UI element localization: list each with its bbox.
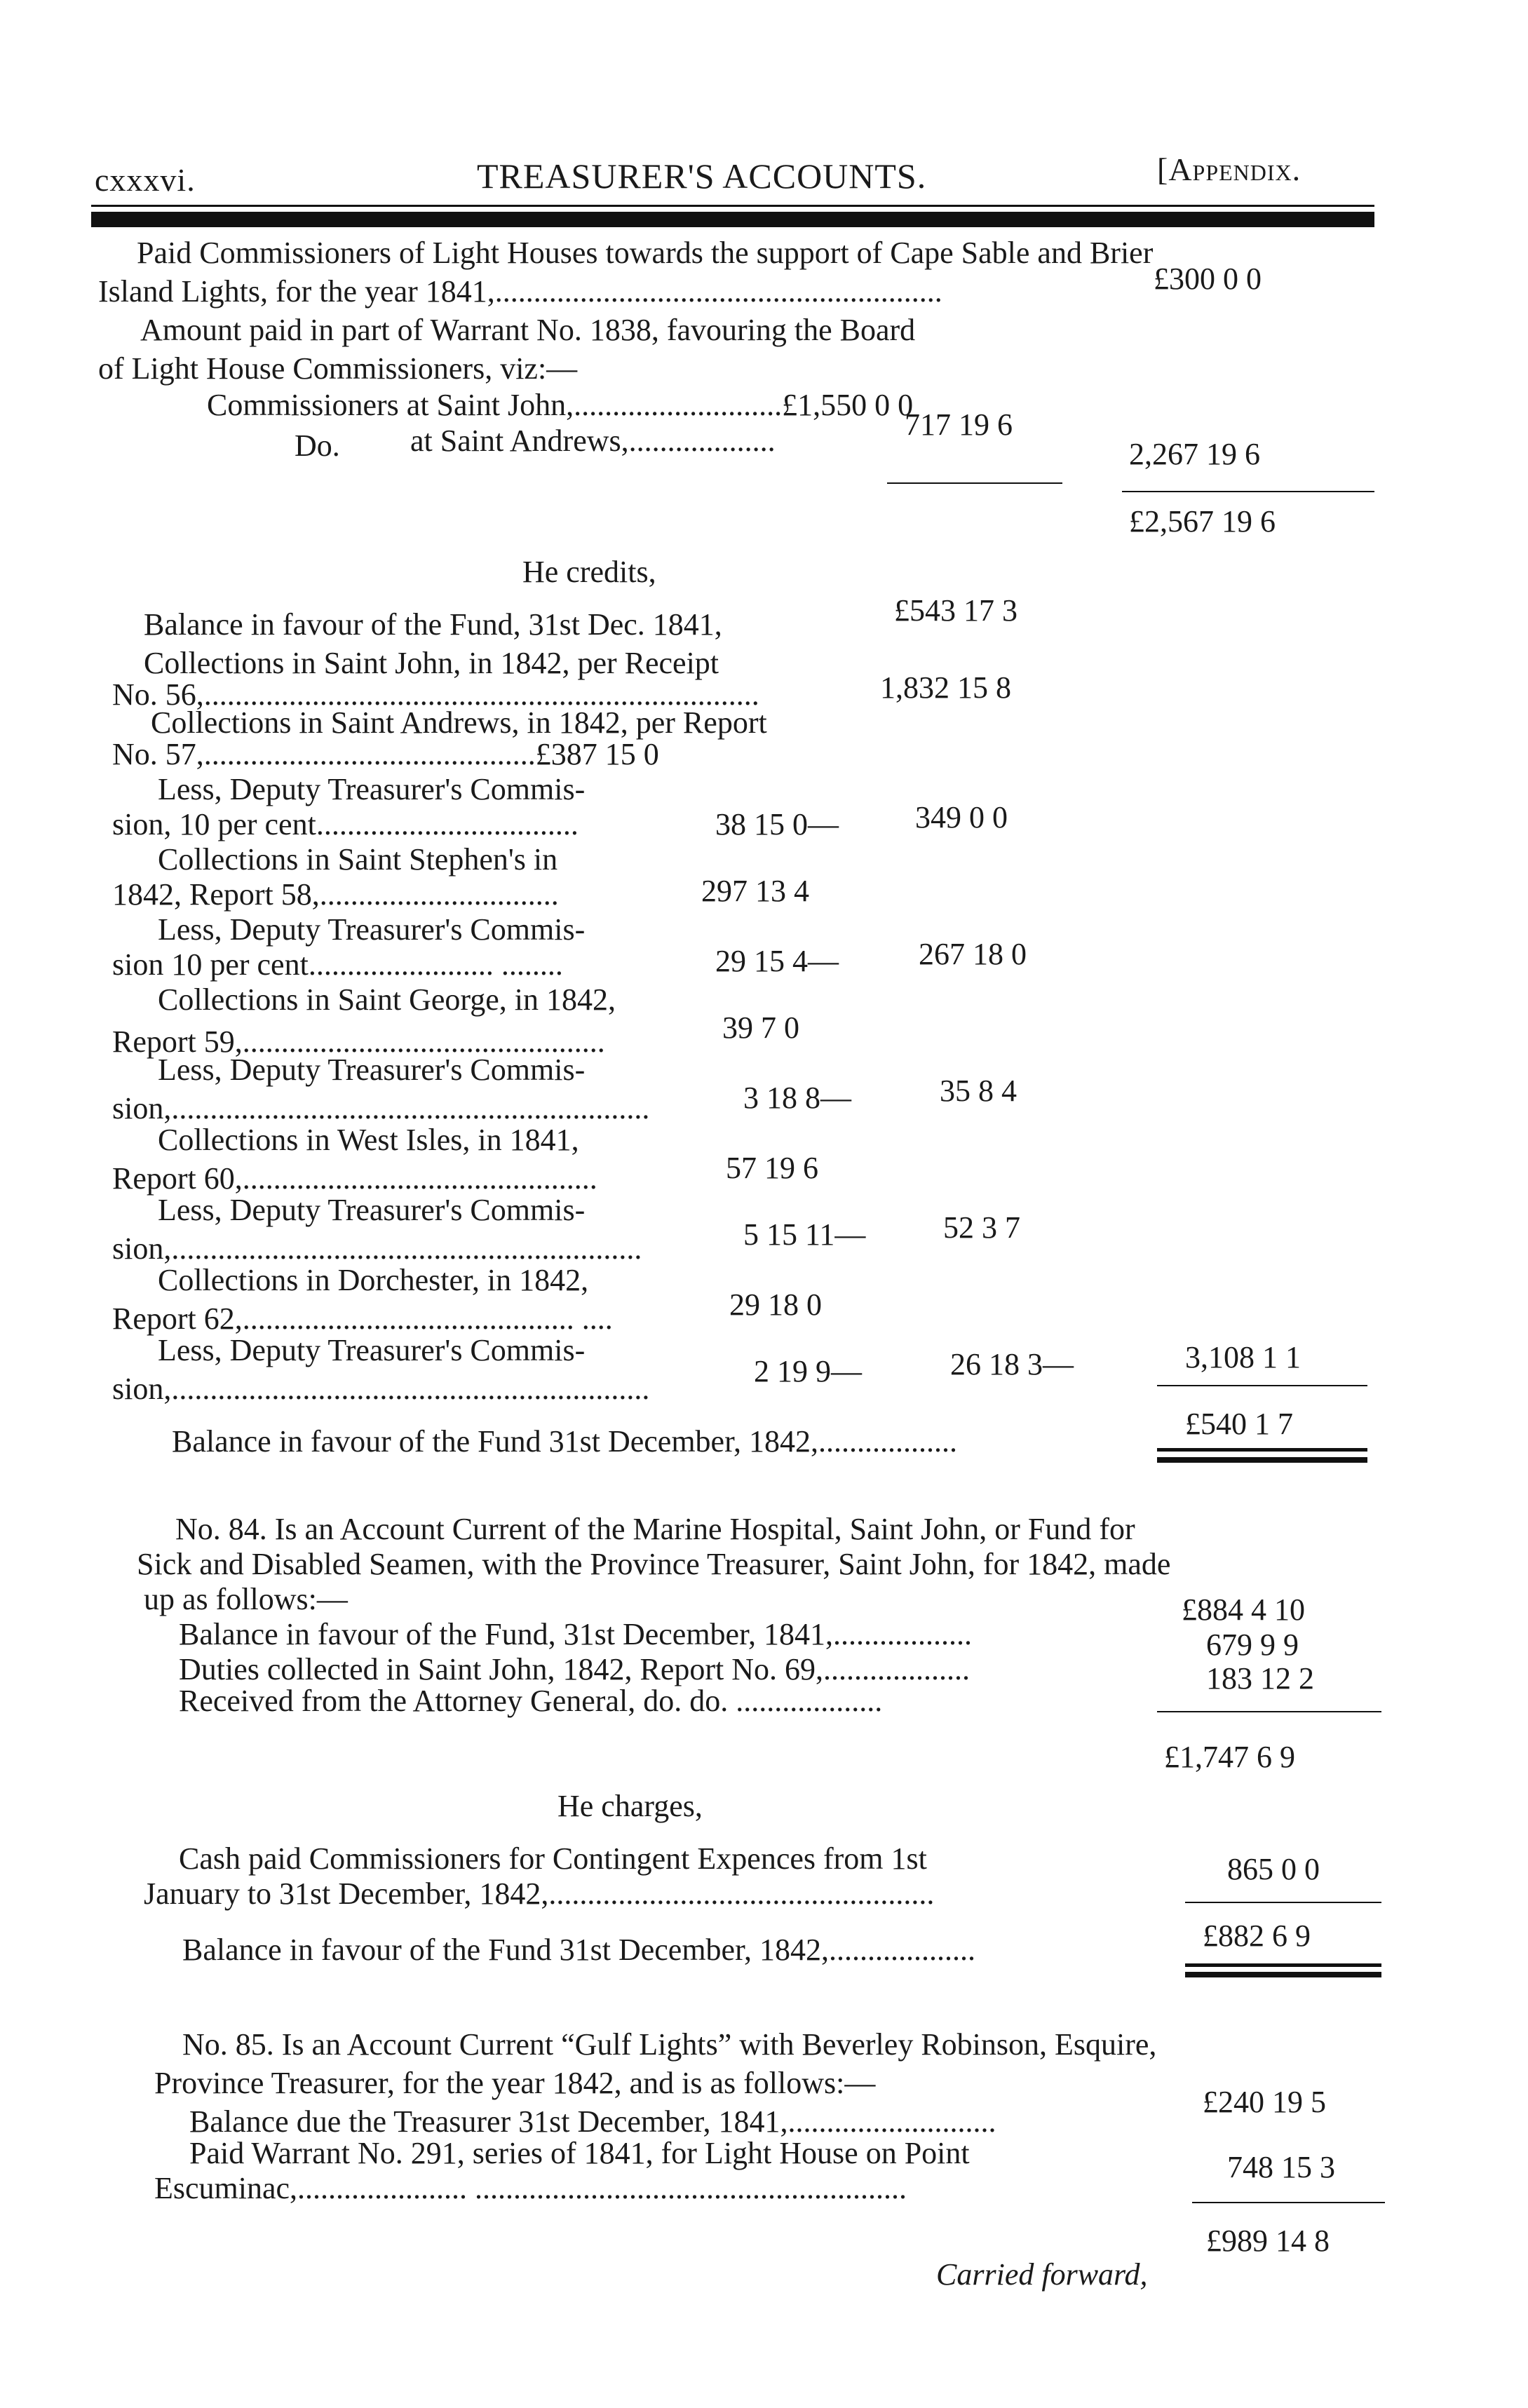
credit-row-4: Collections in Saint Andrews, in 1842, per Report (151, 705, 767, 740)
credit-row-8: Collections in Saint Stephen's in (158, 842, 558, 877)
credit-row-23-col3: 3,108 1 1 (1185, 1340, 1301, 1374)
light-houses-line-4: of Light House Commissioners, viz:— (98, 351, 578, 386)
credit-row-18: Less, Deputy Treasurer's Commis- (158, 1193, 586, 1227)
marine-charge-amount: 865 0 0 (1227, 1852, 1320, 1886)
gulf-total-rule (1192, 2202, 1385, 2203)
credit-row-5: No. 57,...........................................£387 15 0 (112, 737, 659, 771)
credit-row-2: Collections in Saint John, in 1842, per Receipt (144, 646, 719, 680)
credit-row-15-col1: 3 18 8— (743, 1081, 851, 1115)
marine-charge-2: January to 31st December, 1842,.................................................. (144, 1876, 935, 1911)
light-houses-line-6-amount: 717 19 6 (905, 407, 1013, 442)
credit-row-19-col1: 5 15 11— (743, 1217, 866, 1252)
light-houses-line-6-do: Do. (295, 428, 340, 463)
credit-row-1: Balance in favour of the Fund, 31st Dec. 1841, (144, 607, 722, 642)
marine-row-2-amount: 679 9 9 (1206, 1628, 1299, 1662)
credit-row-21-col1: 29 18 0 (729, 1287, 822, 1322)
light-houses-line-6-label: at Saint Andrews,................... (410, 424, 776, 458)
light-houses-amount-1: £300 0 0 (1154, 262, 1262, 296)
gulf-row-1-amount: £240 19 5 (1203, 2085, 1326, 2119)
gulf-row-2b: Escuminac,...................... ........................................................ (154, 2171, 907, 2205)
marine-intro-3: up as follows:— (144, 1582, 348, 1616)
gulf-row-2a: Paid Warrant No. 291, series of 1841, for Light House on Point (189, 2136, 970, 2170)
marine-double-rule-2 (1185, 1972, 1381, 1977)
gulf-total: £989 14 8 (1206, 2224, 1330, 2258)
marine-total-rule (1157, 1711, 1381, 1712)
credit-row-1-amount: £543 17 3 (894, 593, 1017, 628)
credit-row-17-col1: 57 19 6 (726, 1151, 818, 1185)
marine-row-2: Duties collected in Saint John, 1842, Report No. 69,................... (179, 1652, 970, 1686)
credits-total-rule (1157, 1385, 1367, 1386)
light-houses-total-rule (1122, 491, 1374, 492)
light-houses-subrule (887, 482, 1062, 484)
gulf-intro-1: No. 85. Is an Account Current “Gulf Lights” with Beverley Robinson, Esquire, (182, 2027, 1157, 2062)
carried-forward: Carried forward, (936, 2257, 1148, 2292)
credit-row-9: 1842, Report 58,............................... (112, 877, 559, 912)
credit-row-3: No. 56,........................................................................ (112, 677, 759, 712)
credit-row-3-amount: 1,832 15 8 (880, 670, 1011, 705)
light-houses-subtotal: 2,267 19 6 (1129, 437, 1260, 471)
credit-row-22: Less, Deputy Treasurer's Commis- (158, 1333, 586, 1367)
credits-heading: He credits, (522, 555, 656, 589)
page-number: cxxxvi. (95, 162, 196, 198)
light-houses-line-5: Commissioners at Saint John,...........................£1,550 0 0 (207, 388, 914, 422)
credits-balance-amount: £540 1 7 (1185, 1407, 1293, 1441)
gulf-row-2-amount: 748 15 3 (1227, 2150, 1335, 2184)
credit-row-23: sion,.............................................................. (112, 1372, 650, 1406)
appendix-label: [Appendix. (1157, 151, 1301, 187)
marine-intro-1: No. 84. Is an Account Current of the Marine Hospital, Saint John, or Fund for (175, 1512, 1135, 1546)
marine-total: £1,747 6 9 (1164, 1740, 1295, 1774)
credit-row-7-col1: 38 15 0— (715, 807, 839, 841)
header-rule-thick (91, 212, 1374, 227)
credit-row-19-col2: 52 3 7 (943, 1210, 1020, 1245)
credit-row-23-col1: 2 19 9— (754, 1354, 862, 1388)
credit-row-7: sion, 10 per cent.................................. (112, 807, 579, 841)
light-houses-line-3: Amount paid in part of Warrant No. 1838, favouring the Board (140, 313, 916, 347)
header-rule-thin (91, 205, 1374, 207)
credit-row-7-col2: 349 0 0 (915, 800, 1008, 834)
marine-charge-rule (1185, 1902, 1381, 1903)
credit-row-21: Report 62,........................................... .... (112, 1301, 613, 1336)
credit-row-13-col1: 39 7 0 (722, 1010, 799, 1045)
credit-row-6: Less, Deputy Treasurer's Commis- (158, 772, 586, 806)
credits-double-rule-1 (1157, 1448, 1367, 1452)
credits-balance-text: Balance in favour of the Fund 31st December, 1842,.................. (172, 1424, 957, 1459)
marine-charges-heading: He charges, (557, 1789, 703, 1823)
credit-row-14: Less, Deputy Treasurer's Commis- (158, 1053, 586, 1087)
credit-row-20: Collections in Dorchester, in 1842, (158, 1263, 589, 1297)
marine-double-rule-1 (1185, 1963, 1381, 1967)
credit-row-9-col1: 297 13 4 (701, 874, 809, 908)
marine-row-3: Received from the Attorney General, do. do. ................... (179, 1684, 883, 1718)
marine-row-1: Balance in favour of the Fund, 31st December, 1841,.................. (179, 1617, 972, 1651)
credit-row-10: Less, Deputy Treasurer's Commis- (158, 912, 586, 947)
gulf-intro-2: Province Treasurer, for the year 1842, and is as follows:— (154, 2066, 876, 2100)
credit-row-11-col2: 267 18 0 (919, 937, 1027, 971)
marine-intro-2: Sick and Disabled Seamen, with the Province Treasurer, Saint John, for 1842, made (137, 1547, 1171, 1581)
marine-charge-1: Cash paid Commissioners for Contingent Expences from 1st (179, 1841, 927, 1876)
credit-row-16: Collections in West Isles, in 1841, (158, 1123, 579, 1157)
marine-balance-text: Balance in favour of the Fund 31st December, 1842,................... (182, 1933, 975, 1967)
credit-row-11-col1: 29 15 4— (715, 944, 839, 978)
credit-row-12: Collections in Saint George, in 1842, (158, 982, 616, 1017)
credit-row-15-col2: 35 8 4 (940, 1074, 1017, 1108)
credit-row-15: sion,.............................................................. (112, 1091, 650, 1125)
marine-row-1-amount: £884 4 10 (1182, 1592, 1305, 1627)
marine-row-3-amount: 183 12 2 (1206, 1661, 1314, 1696)
light-houses-line-2: Island Lights, for the year 1841,.......................................................... (98, 274, 942, 309)
credits-double-rule-2 (1157, 1457, 1367, 1463)
credit-row-23-col2: 26 18 3— (950, 1347, 1074, 1381)
credit-row-19: sion,............................................................. (112, 1231, 642, 1266)
light-houses-line-1: Paid Commissioners of Light Houses towards the support of Cape Sable and Brier (137, 236, 1154, 270)
credit-row-13: Report 59,............................................... (112, 1024, 605, 1059)
page-title: TREASURER'S ACCOUNTS. (477, 156, 927, 196)
marine-balance-amount: £882 6 9 (1203, 1919, 1311, 1953)
gulf-row-1: Balance due the Treasurer 31st December, 1841,........................... (189, 2104, 996, 2139)
credit-row-11: sion 10 per cent........................ ........ (112, 947, 563, 982)
credit-row-17: Report 60,.............................................. (112, 1161, 597, 1196)
light-houses-total: £2,567 19 6 (1129, 504, 1276, 539)
